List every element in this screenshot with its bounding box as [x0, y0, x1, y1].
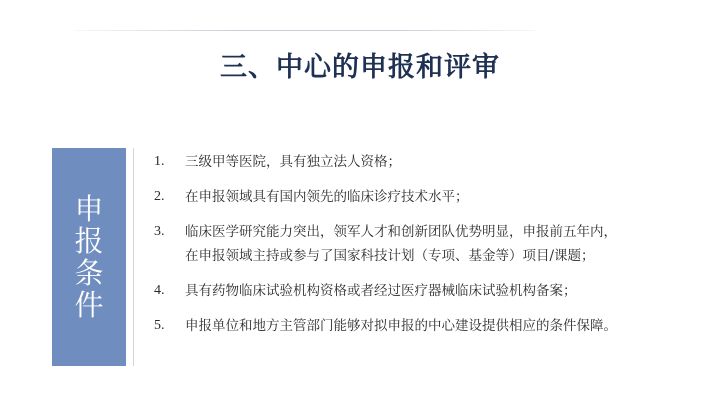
list-item	[150, 220, 710, 268]
side-divider	[133, 148, 134, 366]
item-text: 具有药物临床试验机构资格或者经过医疗器械临床试验机构备案；	[185, 283, 577, 299]
item-number: 1.	[154, 154, 165, 169]
side-label-char: 件	[74, 288, 104, 322]
side-label-char: 申	[74, 192, 104, 226]
list-item	[150, 279, 710, 303]
side-label	[74, 193, 103, 321]
item-number: 2.	[154, 189, 165, 204]
side-label-box	[52, 148, 126, 366]
item-text: 临床医学研究能力突出，领军人才和创新团队优势明显，申报前五年内，	[185, 224, 617, 240]
item-number: 4.	[154, 283, 165, 298]
item-number: 5.	[154, 318, 165, 333]
top-divider	[75, 30, 535, 31]
side-label-char: 报	[74, 224, 104, 258]
item-text: 在申报领域具有国内领先的临床诊疗技术水平；	[185, 189, 469, 205]
item-text: 三级甲等医院，具有独立法人资格；	[185, 154, 401, 170]
item-text: 申报单位和地方主管部门能够对拟申报的中心建设提供相应的条件保障。	[185, 318, 617, 334]
list-item	[150, 314, 710, 338]
requirements-list	[150, 150, 710, 338]
slide-title: 三、中心的申报和评审	[220, 52, 500, 83]
item-text-continuation: 在申报领域主持或参与了国家科技计划（专项、基金等）项目/课题；	[185, 248, 595, 264]
item-number: 3.	[154, 224, 165, 239]
list-item	[150, 185, 710, 209]
side-label-char: 条	[74, 256, 104, 290]
list-item	[150, 150, 710, 174]
